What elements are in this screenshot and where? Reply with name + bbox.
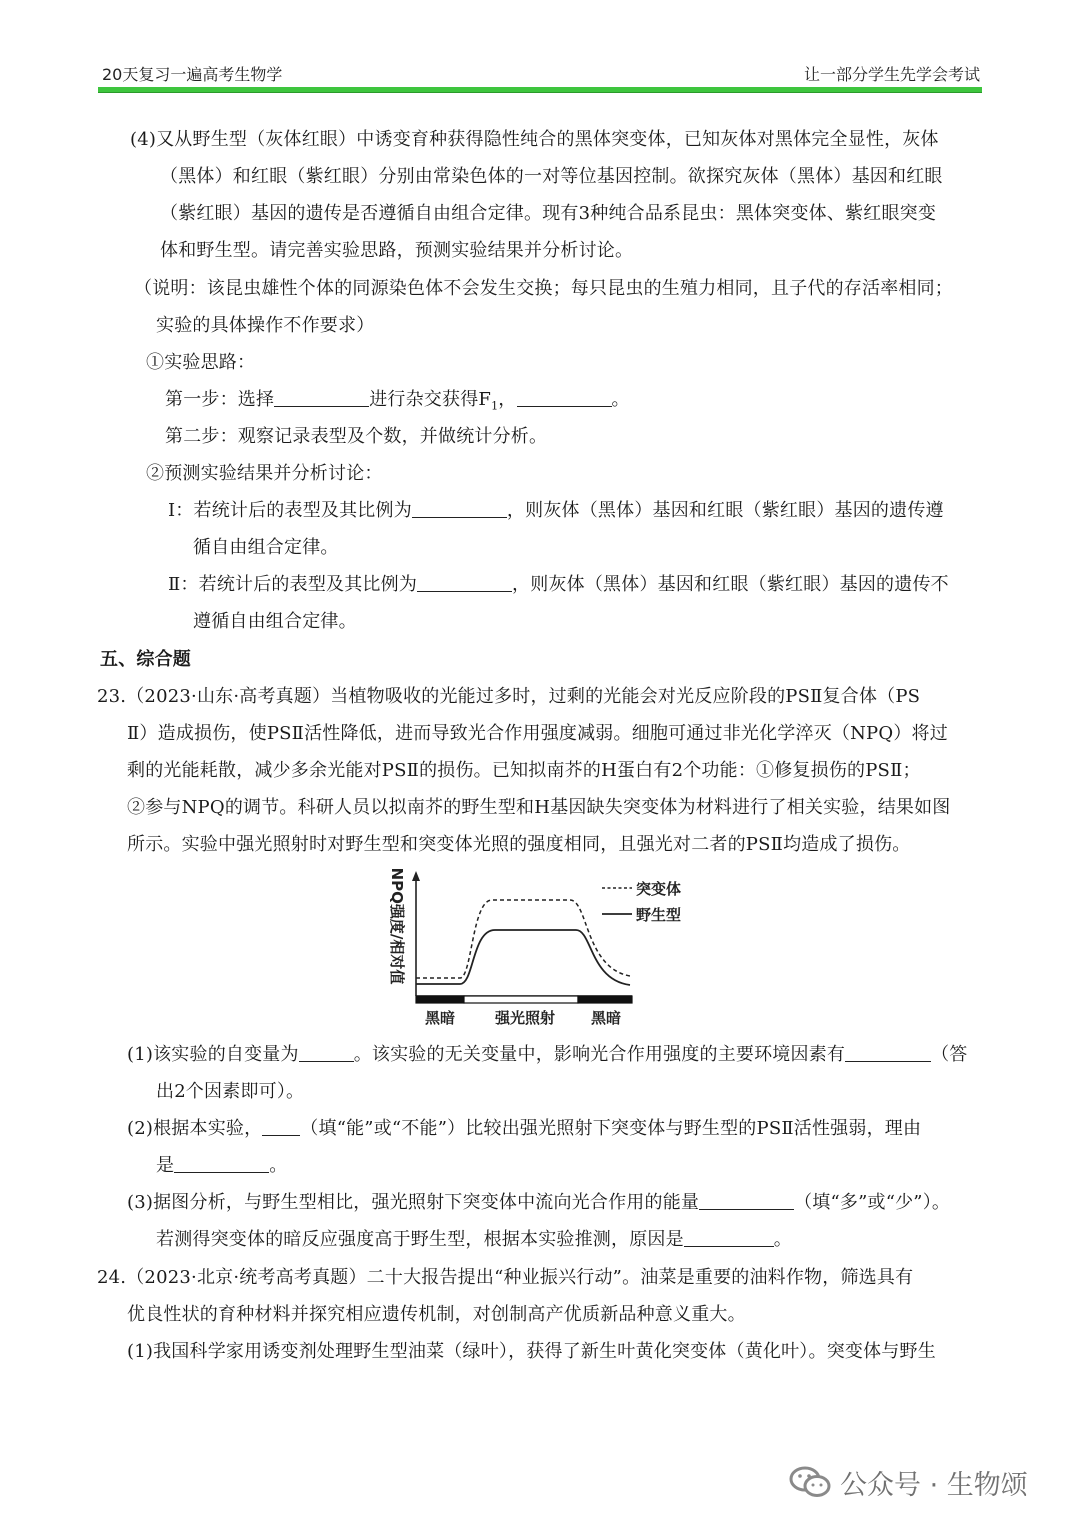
q23-part-1-text: 。该实验的无关变量中，影响光合作用强度的主要环境因素有 (353, 1044, 846, 1065)
x-phase-label: 强光照射 (494, 1009, 556, 1027)
x-phase-label: 黑暗 (424, 1009, 456, 1027)
step-1 (165, 388, 630, 419)
q23-line-1: 23.（2023·山东·高考真题）当植物吸收的光能过多时，过剩的光能会对光反应阶段的PSⅡ复合体（PS (97, 686, 921, 707)
q24-line-3: (1)我国科学家用诱变剂处理野生型油菜（绿叶），获得了新生叶黄化突变体（黄化叶）。突变体与野生 (127, 1341, 936, 1362)
x-phase-label: 黑暗 (590, 1009, 622, 1027)
q23-part-3-text: （填“多”或“少”）。 (794, 1192, 951, 1213)
step-2: 第二步：观察记录表型及个数，并做统计分析。 (165, 426, 548, 447)
q23-part-2-text: 是 (156, 1155, 175, 1176)
result-2-text: ，则灰体（黑体）基因和红眼（紫红眼）基因的遗传不 (512, 574, 949, 595)
answer-blank[interactable] (412, 499, 507, 518)
legend-wild-label: 野生型 (636, 906, 682, 924)
q4-note-line-2: 实验的具体操作不作要求） (156, 315, 375, 336)
q4-line-3: （紫红眼）基因的遗传是否遵循自由组合定律。现有3种纯合品系昆虫：黑体突变体、紫红眼突变 (160, 203, 937, 224)
q23-part-3-text: (3)据图分析，与野生型相比，强光照射下突变体中流向光合作用的能量 (127, 1192, 700, 1213)
answer-blank[interactable] (517, 388, 612, 407)
result-1-text: ，则灰体（黑体）基因和红眼（紫红眼）基因的遗传遵 (506, 500, 944, 521)
step-1-comma: ， (498, 389, 517, 410)
result-2-cont: 遵循自由组合定律。 (193, 611, 357, 632)
experiment-idea-title: ①实验思路： (146, 352, 256, 373)
q23-part-1-cont: 出2个因素即可）。 (156, 1081, 305, 1102)
phase-bars (416, 996, 632, 1003)
result-1 (168, 499, 944, 523)
result-1-label: Ⅰ：若统计后的表型及其比例为 (168, 500, 412, 521)
watermark (788, 1460, 1028, 1504)
q4-line-2: （黑体）和红眼（紫红眼）分别由常染色体的一对等位基因控制。欲探究灰体（黑体）基因和红眼 (160, 166, 943, 187)
q23-part-1-text: (1)该实验的自变量为 (127, 1044, 299, 1065)
wild-type-curve (416, 930, 630, 985)
step-1-period: 。 (611, 389, 630, 410)
q23-part-2-cont (156, 1154, 287, 1178)
q23-line-4: ②参与NPQ的调节。科研人员以拟南芥的野生型和H基因缺失突变体为材料进行了相关实验，结果如图 (127, 797, 951, 818)
y-axis-label: NPQ强度/相对值 (388, 868, 406, 985)
q23-part-2 (127, 1117, 921, 1141)
answer-blank[interactable] (684, 1228, 774, 1247)
q23-part-2-text: 。 (269, 1155, 288, 1176)
mutant-curve (416, 900, 630, 978)
dark-phase-bar (578, 996, 632, 1003)
legend-mutant-label: 突变体 (636, 880, 682, 898)
watermark-text: 公众号 · 生物颂 (840, 1469, 1028, 1501)
q23-part-3-text: 。 (773, 1229, 792, 1250)
result-2-label: Ⅱ：若统计后的表型及其比例为 (168, 574, 418, 595)
page-header (98, 62, 982, 86)
answer-blank[interactable] (417, 573, 512, 592)
light-phase-bar (464, 996, 578, 1003)
section-title: 五、综合题 (100, 649, 191, 670)
step-1-subscript: 1 (491, 399, 499, 413)
answer-blank[interactable] (174, 1154, 269, 1173)
y-axis-arrow (412, 871, 420, 881)
header-divider (98, 87, 982, 93)
q23-part-2-text: (2)根据本实验， (127, 1118, 263, 1139)
answer-blank[interactable] (845, 1043, 931, 1062)
q23-part-1 (127, 1043, 968, 1067)
q23-part-2-text: （填“能”或“不能”）比较出强光照射下突变体与野生型的PSⅡ活性强弱，理由 (300, 1118, 922, 1139)
q23-part-3 (127, 1191, 950, 1215)
q23-line-5: 所示。实验中强光照射时对野生型和突变体光照的强度相同，且强光对二者的PSⅡ均造成了损伤。 (127, 834, 911, 855)
q4-note-line-1: （说明：该昆虫雄性个体的同源染色体不会发生交换；每只昆虫的生殖力相同，且子代的存活率相同； (134, 278, 953, 299)
answer-blank[interactable] (274, 388, 369, 407)
step-1-label: 第一步：选择 (165, 389, 275, 410)
q23-part-3-text: 若测得突变体的暗反应强度高于野生型，根据本实验推测，原因是 (156, 1229, 684, 1250)
q24-line-2: 优良性状的育种材料并探究相应遗传机制，对创制高产优质新品种意义重大。 (127, 1304, 746, 1325)
prediction-title: ②预测实验结果并分析讨论： (146, 463, 383, 484)
wechat-icon (788, 1464, 832, 1500)
q23-line-3: 剩的光能耗散，减少多余光能对PSⅡ的损伤。已知拟南芥的H蛋白有2个功能：①修复损伤的PSⅡ； (127, 760, 921, 781)
step-1-text: 进行杂交获得F (369, 389, 492, 410)
q4-line-1: (4)又从野生型（灰体红眼）中诱变育种获得隐性纯合的黑体突变体，已知灰体对黑体完全显性，灰体 (130, 129, 939, 150)
q23-part-3-cont (156, 1228, 792, 1252)
answer-blank[interactable] (699, 1191, 794, 1210)
answer-blank[interactable] (262, 1117, 300, 1136)
q23-line-2: Ⅱ）造成损伤，使PSⅡ活性降低，进而导致光合作用强度减弱。细胞可通过非光化学淬灭（NPQ）将过 (127, 723, 948, 744)
result-1-cont: 循自由组合定律。 (193, 537, 339, 558)
q4-line-4: 体和野生型。请完善实验思路，预测实验结果并分析讨论。 (160, 240, 634, 261)
q23-part-1-text: （答 (931, 1044, 968, 1065)
result-2 (168, 573, 949, 597)
npq-chart (380, 868, 700, 1033)
header-left-title: 20天复习一遍高考生物学 (102, 65, 283, 84)
answer-blank[interactable] (299, 1043, 354, 1062)
dark-phase-bar (416, 996, 464, 1003)
header-right-title: 让一部分学生先学会考试 (803, 65, 980, 84)
q24-line-1: 24.（2023·北京·统考高考真题）二十大报告提出“种业振兴行动”。油菜是重要的油料作物，筛选具有 (97, 1267, 914, 1288)
